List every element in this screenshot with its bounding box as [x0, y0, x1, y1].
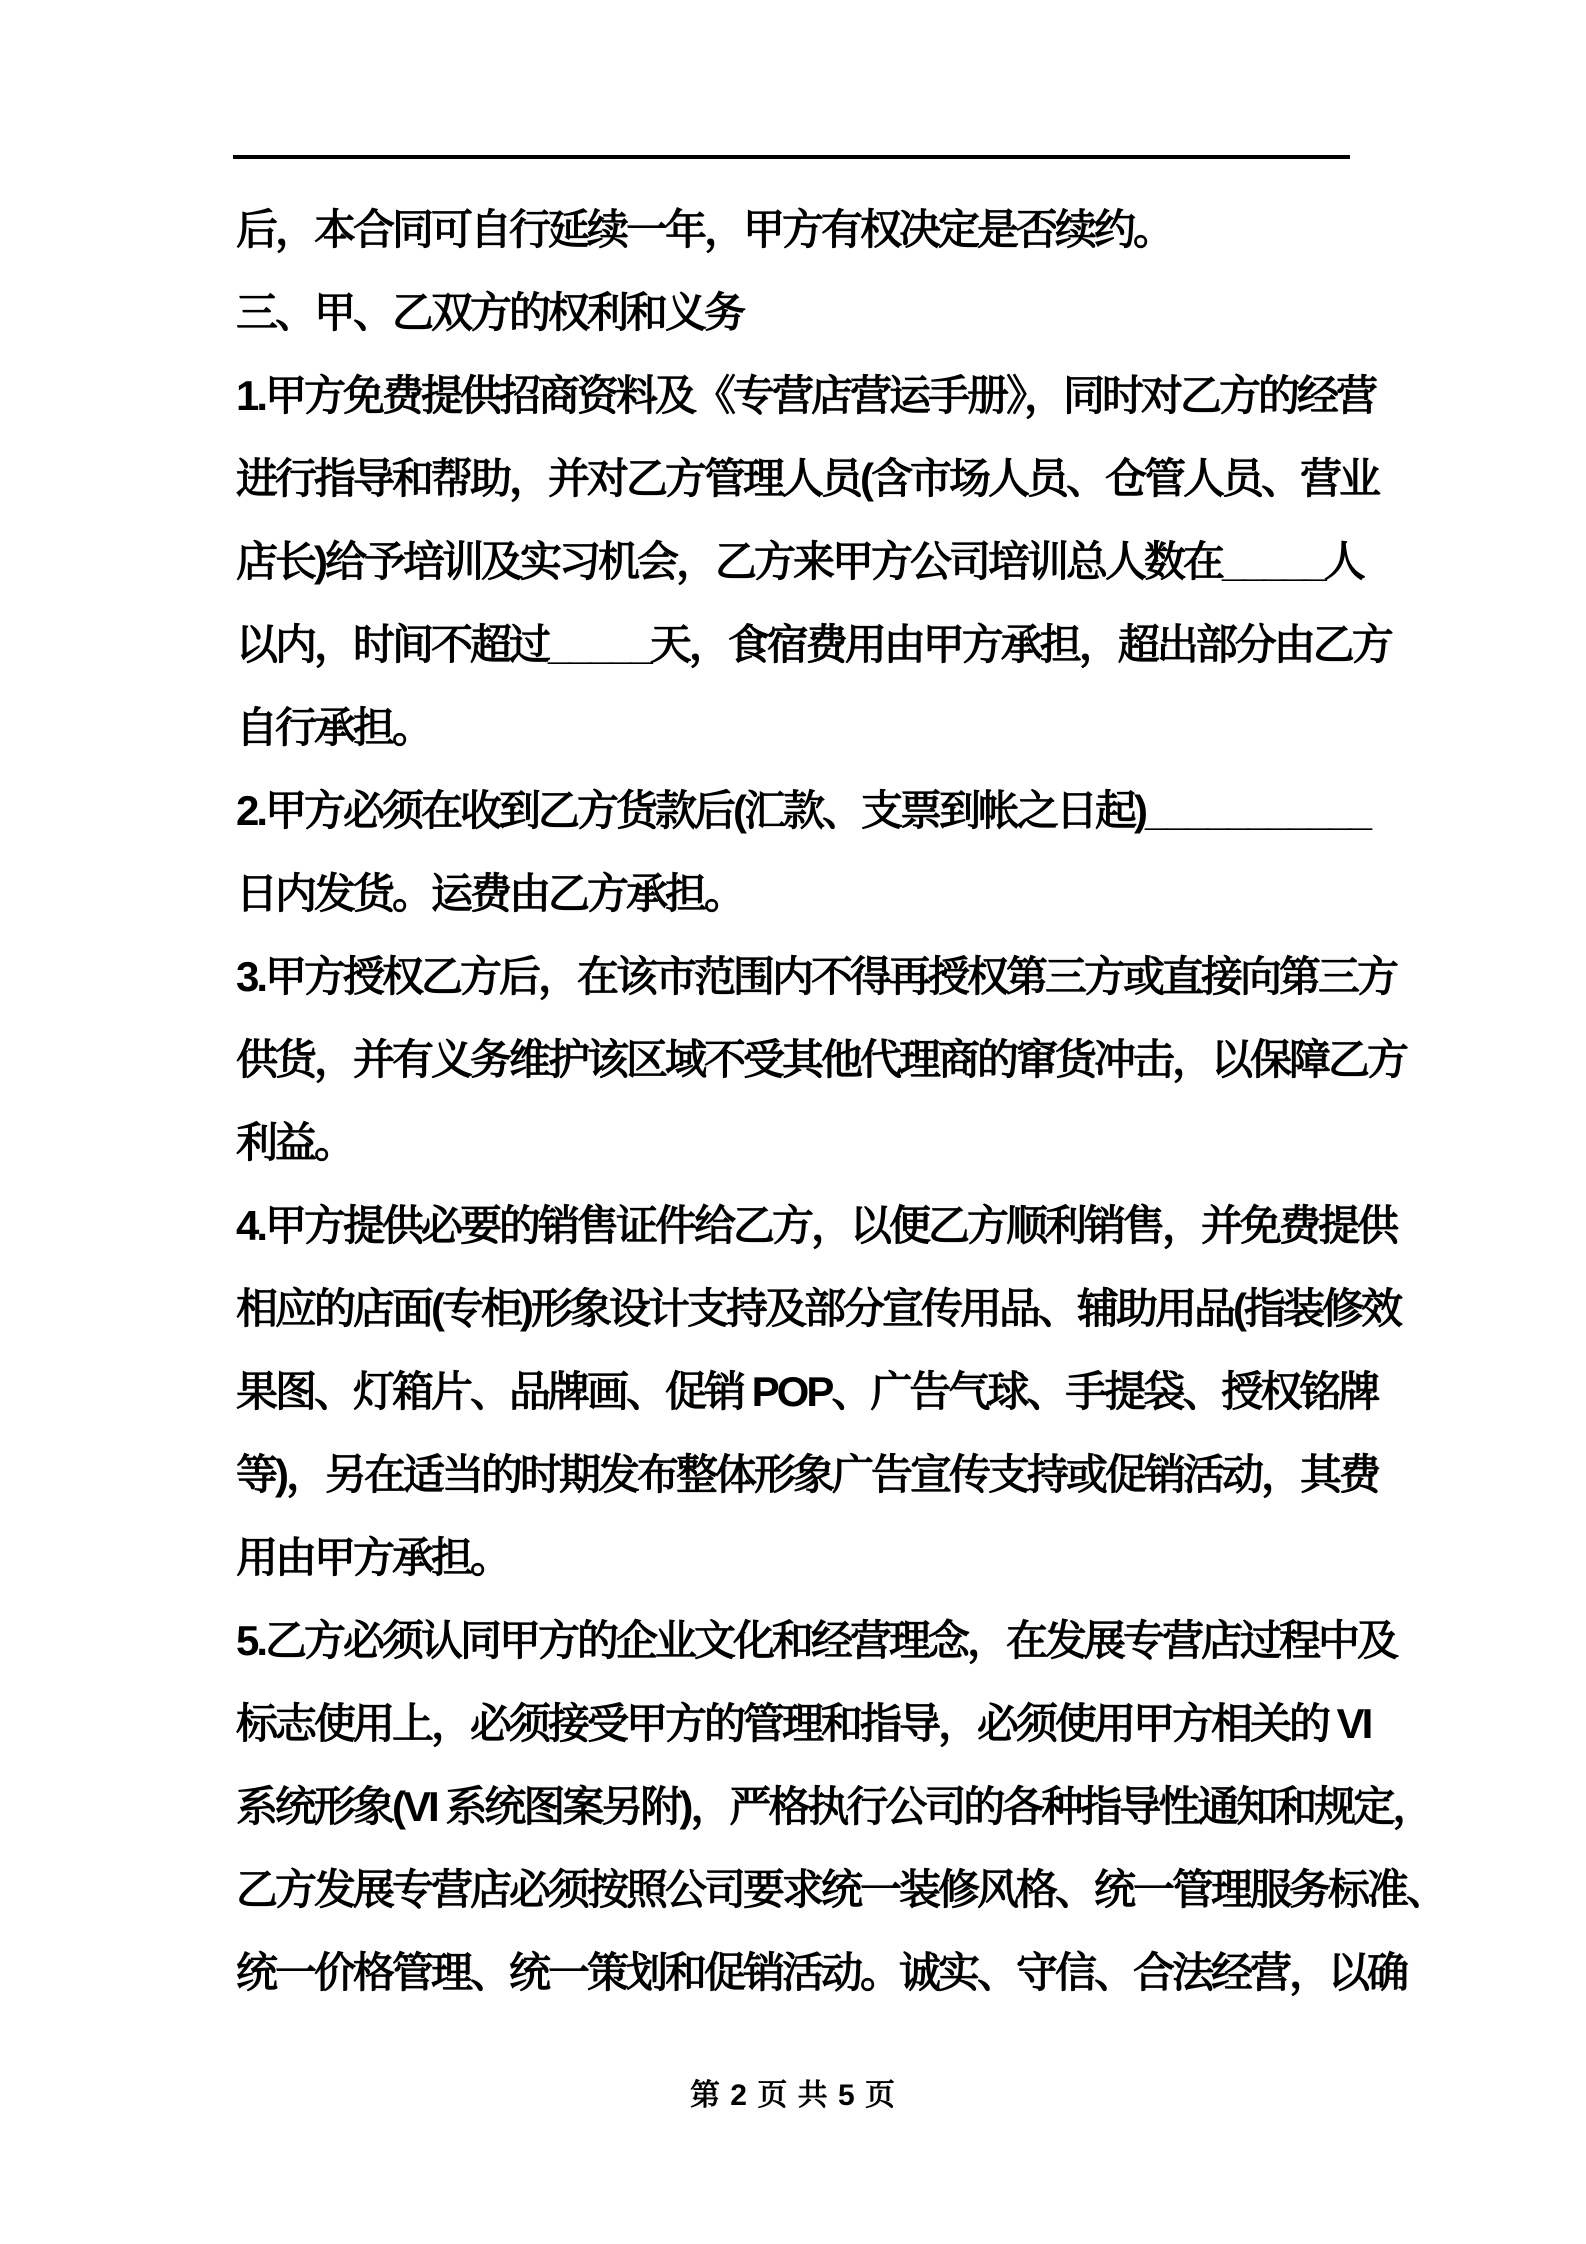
clause-5-line: 标志使用上，必须接受甲方的管理和指导，必须使用甲方相关的 VI	[236, 1700, 1371, 1747]
text-line: 后，本合同可自行延续一年，甲方有权决定是否续约。	[236, 206, 1173, 253]
clause-1-line: 进行指导和帮助，并对乙方管理人员(含市场人员、仓管人员、营业	[236, 455, 1378, 502]
clause-5-line: 5.乙方必须认同甲方的企业文化和经营理念，在发展专营店过程中及	[236, 1617, 1397, 1664]
clause-1-line-blank: 以内，时间不超过_____天，食宿费用由甲方承担，超出部分由乙方	[236, 621, 1391, 668]
clause-5-line: 统一价格管理、统一策划和促销活动。诚实、守信、合法经营，以确	[236, 1949, 1407, 1996]
clause-4-line: 4.甲方提供必要的销售证件给乙方，以便乙方顺利销售，并免费提供	[236, 1202, 1397, 1249]
clause-3-line: 3.甲方授权乙方后，在该市范围内不得再授权第三方或直接向第三方	[236, 953, 1397, 1000]
section-heading: 三、甲、乙双方的权利和义务	[236, 289, 744, 336]
header-rule	[233, 155, 1350, 159]
clause-4-line: 果图、灯箱片、品牌画、促销 POP、广告气球、手提袋、授权铭牌	[236, 1368, 1378, 1415]
clause-2-line-blank: 2.甲方必须在收到乙方货款后(汇款、支票到帐之日起)___________	[236, 787, 1369, 834]
clause-4-line: 用由甲方承担。	[236, 1534, 510, 1581]
clause-5-line: 系统形象(VI 系统图案另附)，严格执行公司的各种指导性通知和规定，	[236, 1783, 1432, 1830]
clause-4-line: 等)，另在适当的时期发布整体形象广告宣传支持或促销活动，其费	[236, 1451, 1378, 1498]
document-body	[236, 188, 1446, 2014]
clause-3-line: 利益。	[236, 1119, 354, 1166]
page-footer: 第 2 页 共 5 页	[689, 2079, 897, 2112]
clause-2-line: 日内发货。运费由乙方承担。	[236, 870, 744, 917]
clause-4-line: 相应的店面(专柜)形象设计支持及部分宣传用品、辅助用品(指装修效	[236, 1285, 1400, 1332]
clause-1-line: 自行承担。	[236, 704, 432, 751]
clause-1-line: 1.甲方免费提供招商资料及《专营店营运手册》，同时对乙方的经营	[236, 372, 1376, 419]
clause-1-line-blank: 店长)给予培训及实习机会，乙方来甲方公司培训总人数在_____人	[236, 538, 1363, 585]
clause-5-line: 乙方发展专营店必须按照公司要求统一装修风格、统一管理服务标准、	[236, 1866, 1446, 1913]
clause-3-line: 供货，并有义务维护该区域不受其他代理商的窜货冲击，以保障乙方	[236, 1036, 1407, 1083]
